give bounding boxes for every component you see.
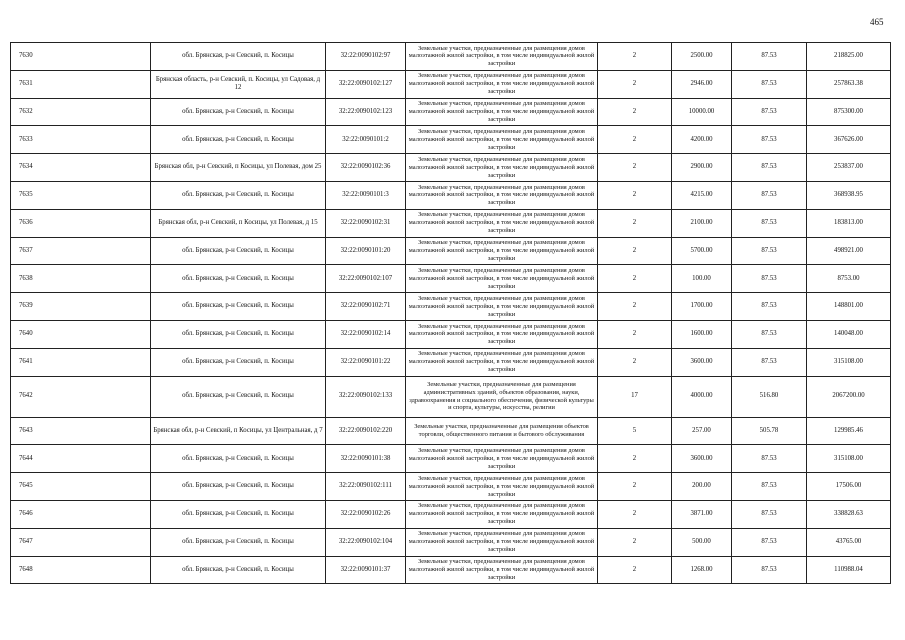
land-use-cell: Земельные участки, предназначенные для размещения домов малоэтажной жилой застройки, в том числе индивидуальной жилой застройки [406, 126, 598, 154]
cadastral-value-cell: 257863.38 [807, 70, 891, 98]
table-row [11, 417, 891, 445]
category-cell: 2 [598, 473, 672, 501]
row-number-cell: 7633 [11, 126, 151, 154]
area-cell: 4215.00 [672, 181, 732, 209]
land-use-cell: Земельные участки, предназначенные для размещения домов малоэтажной жилой застройки, в том числе индивидуальной жилой застройки [406, 43, 598, 71]
cadastral-number-cell: 32:22:0090102:36 [326, 154, 406, 182]
row-number-cell: 7648 [11, 556, 151, 584]
land-use-cell: Земельные участки, предназначенные для размещения домов малоэтажной жилой застройки, в том числе индивидуальной жилой застройки [406, 445, 598, 473]
address-cell: обл. Брянская, р-н Севский, п. Косицы [151, 43, 326, 71]
cadastral-number-cell: 32:22:0090101:38 [326, 445, 406, 473]
address-cell: обл. Брянская, р-н Севский, п. Косицы [151, 445, 326, 473]
category-cell: 2 [598, 237, 672, 265]
category-cell: 2 [598, 320, 672, 348]
category-cell: 17 [598, 376, 672, 417]
table-row [11, 293, 891, 321]
category-cell: 2 [598, 348, 672, 376]
land-use-cell: Земельные участки, предназначенные для размещения домов малоэтажной жилой застройки, в том числе индивидуальной жилой застройки [406, 473, 598, 501]
category-cell: 2 [598, 98, 672, 126]
rate-cell: 87.53 [732, 293, 807, 321]
cadastral-value-cell: 367626.00 [807, 126, 891, 154]
rate-cell: 87.53 [732, 181, 807, 209]
cadastral-number-cell: 32:22:0090101:20 [326, 237, 406, 265]
category-cell: 2 [598, 293, 672, 321]
row-number-cell: 7636 [11, 209, 151, 237]
rate-cell: 87.53 [732, 528, 807, 556]
area-cell: 3600.00 [672, 445, 732, 473]
address-cell: обл. Брянская, р-н Севский, п. Косицы [151, 500, 326, 528]
rate-cell: 87.53 [732, 126, 807, 154]
cadastral-number-cell: 32:22:0090102:107 [326, 265, 406, 293]
table-row [11, 154, 891, 182]
address-cell: Брянская обл, р-н Севский, п Косицы, ул Полевая, дом 25 [151, 154, 326, 182]
table-row [11, 348, 891, 376]
land-use-cell: Земельные участки, предназначенные для размещения домов малоэтажной жилой застройки, в том числе индивидуальной жилой застройки [406, 265, 598, 293]
address-cell: обл. Брянская, р-н Севский, п. Косицы [151, 265, 326, 293]
area-cell: 257.00 [672, 417, 732, 445]
area-cell: 2500.00 [672, 43, 732, 71]
category-cell: 2 [598, 126, 672, 154]
land-use-cell: Земельные участки, предназначенные для размещения объектов торговли, общественного питания и бытового обслуживания [406, 417, 598, 445]
cadastral-number-cell: 32:22:0090102:26 [326, 500, 406, 528]
row-number-cell: 7642 [11, 376, 151, 417]
table-row [11, 556, 891, 584]
area-cell: 500.00 [672, 528, 732, 556]
table-row [11, 43, 891, 71]
row-number-cell: 7644 [11, 445, 151, 473]
address-cell: обл. Брянская, р-н Севский, п. Косицы [151, 320, 326, 348]
cadastral-value-cell: 140048.00 [807, 320, 891, 348]
area-cell: 5700.00 [672, 237, 732, 265]
row-number-cell: 7632 [11, 98, 151, 126]
cadastral-value-cell: 315108.00 [807, 445, 891, 473]
area-cell: 2100.00 [672, 209, 732, 237]
rate-cell: 516.80 [732, 376, 807, 417]
cadastral-value-cell: 338828.63 [807, 500, 891, 528]
category-cell: 5 [598, 417, 672, 445]
category-cell: 2 [598, 43, 672, 71]
address-cell: Брянская область, р-н Севский, п. Косицы, ул Садовая, д 12 [151, 70, 326, 98]
category-cell: 2 [598, 154, 672, 182]
table-row [11, 209, 891, 237]
cadastral-number-cell: 32:22:0090101:3 [326, 181, 406, 209]
area-cell: 3600.00 [672, 348, 732, 376]
rate-cell: 505.78 [732, 417, 807, 445]
rate-cell: 87.53 [732, 348, 807, 376]
area-cell: 10000.00 [672, 98, 732, 126]
area-cell: 100.00 [672, 265, 732, 293]
land-use-cell: Земельные участки, предназначенные для размещения домов малоэтажной жилой застройки, в том числе индивидуальной жилой застройки [406, 528, 598, 556]
rate-cell: 87.53 [732, 70, 807, 98]
cadastral-value-cell: 368938.95 [807, 181, 891, 209]
cadastral-number-cell: 32:22:0090102:127 [326, 70, 406, 98]
row-number-cell: 7635 [11, 181, 151, 209]
category-cell: 2 [598, 445, 672, 473]
land-use-cell: Земельные участки, предназначенные для размещения домов малоэтажной жилой застройки, в том числе индивидуальной жилой застройки [406, 154, 598, 182]
cadastral-value-cell: 2067200.00 [807, 376, 891, 417]
address-cell: Брянская обл, р-н Севский, п Косицы, ул Центральная, д 7 [151, 417, 326, 445]
cadastral-value-cell: 218825.00 [807, 43, 891, 71]
row-number-cell: 7630 [11, 43, 151, 71]
cadastral-value-cell: 253837.00 [807, 154, 891, 182]
rate-cell: 87.53 [732, 209, 807, 237]
table-row [11, 70, 891, 98]
category-cell: 2 [598, 500, 672, 528]
land-registry-table [10, 42, 891, 584]
area-cell: 200.00 [672, 473, 732, 501]
area-cell: 2900.00 [672, 154, 732, 182]
table-row [11, 528, 891, 556]
land-use-cell: Земельные участки, предназначенные для размещения домов малоэтажной жилой застройки, в том числе индивидуальной жилой застройки [406, 348, 598, 376]
cadastral-number-cell: 32:22:0090102:31 [326, 209, 406, 237]
area-cell: 4200.00 [672, 126, 732, 154]
cadastral-number-cell: 32:22:0090102:123 [326, 98, 406, 126]
table-body [11, 43, 891, 584]
land-use-cell: Земельные участки, предназначенные для размещения домов малоэтажной жилой застройки, в том числе индивидуальной жилой застройки [406, 500, 598, 528]
cadastral-number-cell: 32:22:0090101:37 [326, 556, 406, 584]
category-cell: 2 [598, 265, 672, 293]
table-row [11, 265, 891, 293]
area-cell: 3871.00 [672, 500, 732, 528]
table-row [11, 473, 891, 501]
rate-cell: 87.53 [732, 320, 807, 348]
row-number-cell: 7640 [11, 320, 151, 348]
cadastral-number-cell: 32:22:0090102:71 [326, 293, 406, 321]
cadastral-value-cell: 17506.00 [807, 473, 891, 501]
cadastral-number-cell: 32:22:0090102:111 [326, 473, 406, 501]
address-cell: обл. Брянская, р-н Севский, п. Косицы [151, 293, 326, 321]
cadastral-value-cell: 315108.00 [807, 348, 891, 376]
area-cell: 4000.00 [672, 376, 732, 417]
cadastral-value-cell: 43765.00 [807, 528, 891, 556]
rate-cell: 87.53 [732, 445, 807, 473]
rate-cell: 87.53 [732, 154, 807, 182]
rate-cell: 87.53 [732, 98, 807, 126]
row-number-cell: 7638 [11, 265, 151, 293]
category-cell: 2 [598, 209, 672, 237]
table-row [11, 126, 891, 154]
table-row [11, 445, 891, 473]
area-cell: 1700.00 [672, 293, 732, 321]
rate-cell: 87.53 [732, 556, 807, 584]
address-cell: обл. Брянская, р-н Севский, п. Косицы [151, 98, 326, 126]
page-number: 465 [870, 17, 884, 27]
land-use-cell: Земельные участки, предназначенные для размещения домов малоэтажной жилой застройки, в том числе индивидуальной жилой застройки [406, 556, 598, 584]
area-cell: 2946.00 [672, 70, 732, 98]
land-use-cell: Земельные участки, предназначенные для размещения домов малоэтажной жилой застройки, в том числе индивидуальной жилой застройки [406, 209, 598, 237]
table-row [11, 237, 891, 265]
table-row [11, 98, 891, 126]
area-cell: 1600.00 [672, 320, 732, 348]
cadastral-value-cell: 183813.00 [807, 209, 891, 237]
cadastral-value-cell: 148801.00 [807, 293, 891, 321]
row-number-cell: 7637 [11, 237, 151, 265]
cadastral-number-cell: 32:22:0090102:97 [326, 43, 406, 71]
area-cell: 1268.00 [672, 556, 732, 584]
land-use-cell: Земельные участки, предназначенные для размещения домов малоэтажной жилой застройки, в том числе индивидуальной жилой застройки [406, 293, 598, 321]
table-row [11, 376, 891, 417]
rate-cell: 87.53 [732, 473, 807, 501]
row-number-cell: 7643 [11, 417, 151, 445]
cadastral-number-cell: 32:22:0090102:133 [326, 376, 406, 417]
category-cell: 2 [598, 181, 672, 209]
address-cell: обл. Брянская, р-н Севский, п. Косицы [151, 528, 326, 556]
category-cell: 2 [598, 556, 672, 584]
address-cell: Брянская обл, р-н Севский, п Косицы, ул Полевая, д 15 [151, 209, 326, 237]
address-cell: обл. Брянская, р-н Севский, п. Косицы [151, 473, 326, 501]
cadastral-value-cell: 8753.00 [807, 265, 891, 293]
cadastral-value-cell: 498921.00 [807, 237, 891, 265]
land-use-cell: Земельные участки, предназначенные для размещения домов малоэтажной жилой застройки, в том числе индивидуальной жилой застройки [406, 181, 598, 209]
row-number-cell: 7631 [11, 70, 151, 98]
row-number-cell: 7647 [11, 528, 151, 556]
category-cell: 2 [598, 70, 672, 98]
cadastral-number-cell: 32:22:0090102:220 [326, 417, 406, 445]
table-row [11, 181, 891, 209]
row-number-cell: 7646 [11, 500, 151, 528]
cadastral-number-cell: 32:22:0090101:22 [326, 348, 406, 376]
land-use-cell: Земельные участки, предназначенные для размещения домов малоэтажной жилой застройки, в том числе индивидуальной жилой застройки [406, 70, 598, 98]
row-number-cell: 7645 [11, 473, 151, 501]
cadastral-number-cell: 32:22:0090101:2 [326, 126, 406, 154]
rate-cell: 87.53 [732, 265, 807, 293]
table-row [11, 500, 891, 528]
cadastral-value-cell: 110988.04 [807, 556, 891, 584]
land-use-cell: Земельные участки, предназначенные для размещения домов малоэтажной жилой застройки, в том числе индивидуальной жилой застройки [406, 98, 598, 126]
address-cell: обл. Брянская, р-н Севский, п. Косицы [151, 181, 326, 209]
address-cell: обл. Брянская, р-н Севский, п. Косицы [151, 376, 326, 417]
rate-cell: 87.53 [732, 237, 807, 265]
address-cell: обл. Брянская, р-н Севский, п. Косицы [151, 126, 326, 154]
rate-cell: 87.53 [732, 500, 807, 528]
land-use-cell: Земельные участки, предназначенные для размещения домов малоэтажной жилой застройки, в том числе индивидуальной жилой застройки [406, 320, 598, 348]
cadastral-value-cell: 875300.00 [807, 98, 891, 126]
row-number-cell: 7639 [11, 293, 151, 321]
land-use-cell: Земельные участки, предназначенные для размещения административных зданий, объектов образования, науки, здравоохранения и социального обеспечения, физической культуры и спорта, культуры, искусства, религии [406, 376, 598, 417]
cadastral-number-cell: 32:22:0090102:14 [326, 320, 406, 348]
category-cell: 2 [598, 528, 672, 556]
address-cell: обл. Брянская, р-н Севский, п. Косицы [151, 556, 326, 584]
cadastral-value-cell: 129985.46 [807, 417, 891, 445]
row-number-cell: 7641 [11, 348, 151, 376]
address-cell: обл. Брянская, р-н Севский, п. Косицы [151, 237, 326, 265]
rate-cell: 87.53 [732, 43, 807, 71]
row-number-cell: 7634 [11, 154, 151, 182]
table-row [11, 320, 891, 348]
cadastral-number-cell: 32:22:0090102:104 [326, 528, 406, 556]
land-use-cell: Земельные участки, предназначенные для размещения домов малоэтажной жилой застройки, в том числе индивидуальной жилой застройки [406, 237, 598, 265]
address-cell: обл. Брянская, р-н Севский, п. Косицы [151, 348, 326, 376]
